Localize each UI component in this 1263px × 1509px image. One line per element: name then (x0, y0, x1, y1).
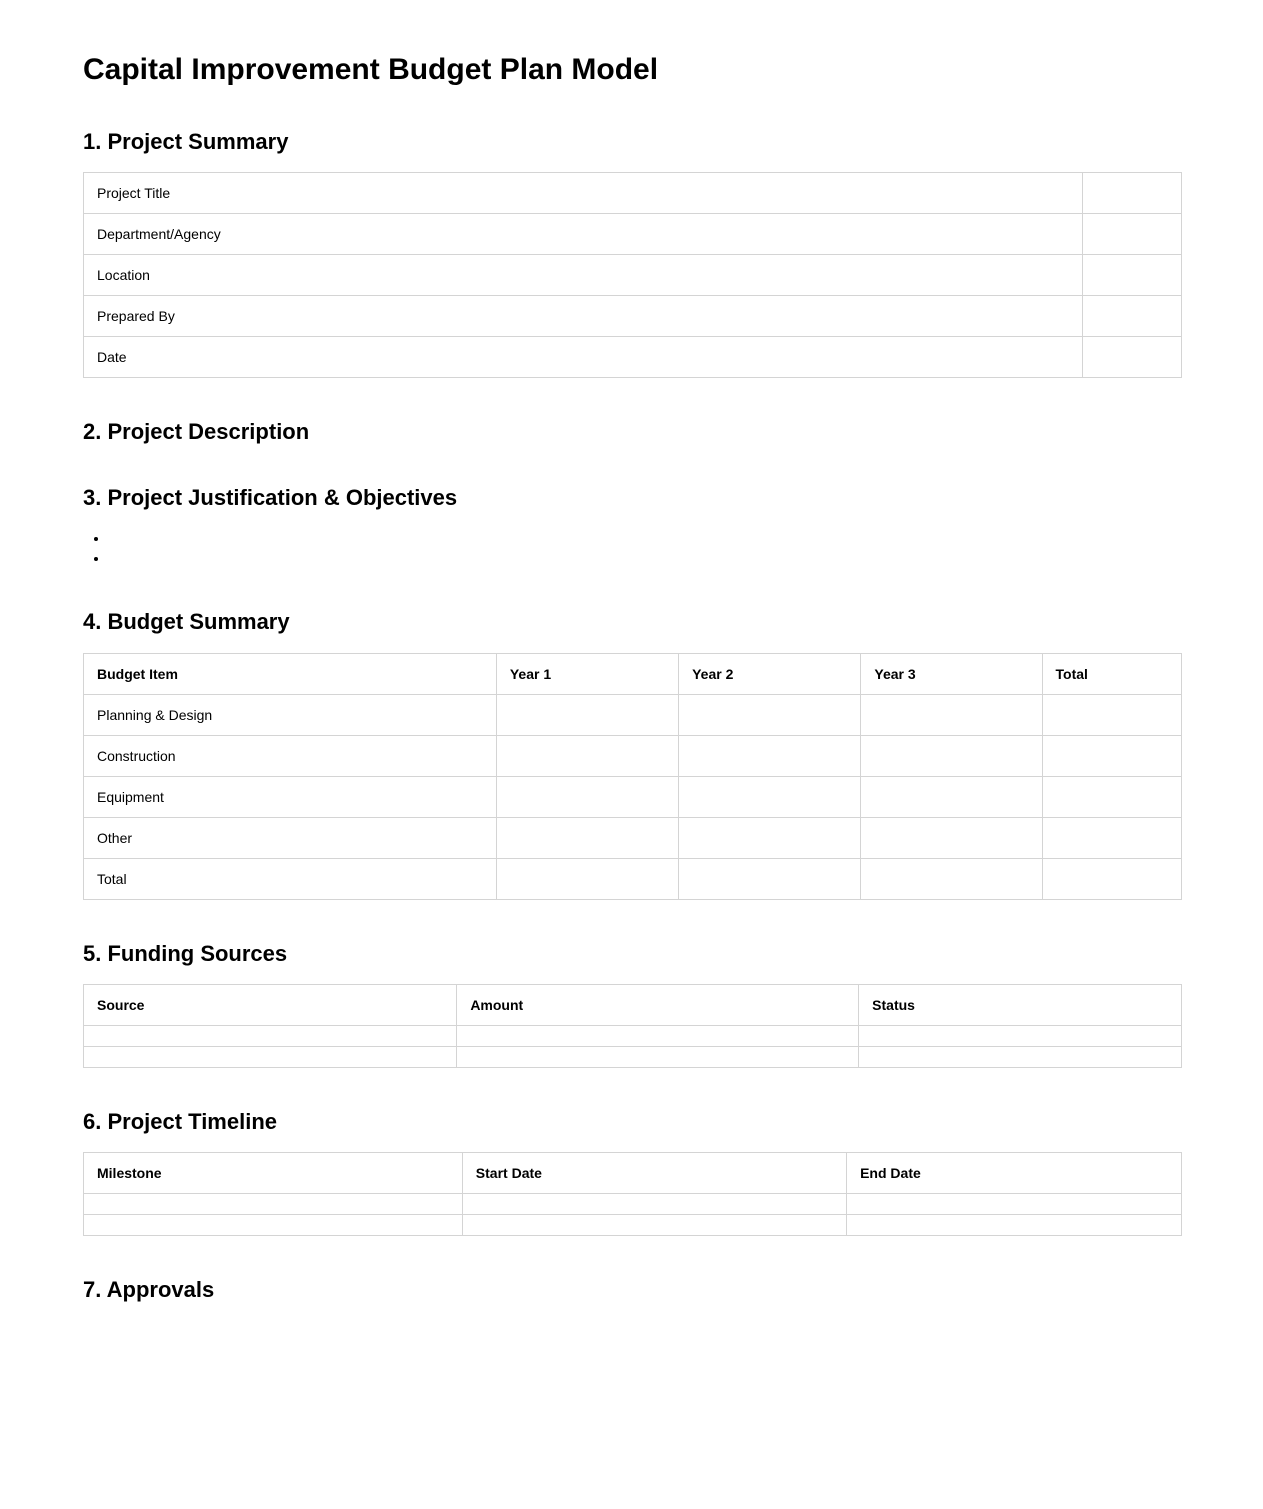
budget-cell (1042, 858, 1181, 899)
budget-cell (496, 858, 678, 899)
justification-bullet-list (83, 528, 1182, 568)
budget-cell (679, 817, 861, 858)
budget-cell (861, 735, 1042, 776)
document-title: Capital Improvement Budget Plan Model (83, 53, 659, 86)
budget-cell (861, 817, 1042, 858)
table-header-row (84, 1153, 1182, 1194)
table-row (84, 1025, 1182, 1046)
list-item (109, 548, 1182, 568)
table-row (84, 172, 1182, 213)
budget-item-other: Other (84, 817, 497, 858)
funding-cell (859, 1046, 1182, 1067)
column-header-amount: Amount (457, 984, 859, 1025)
budget-cell (861, 858, 1042, 899)
budget-cell (679, 694, 861, 735)
section-heading-project-summary: 1. Project Summary (83, 128, 289, 154)
budget-item-equipment: Equipment (84, 776, 497, 817)
list-item (109, 528, 1182, 548)
column-header-year-2: Year 2 (679, 653, 861, 694)
field-label-prepared-by: Prepared By (84, 295, 1083, 336)
column-header-total: Total (1042, 653, 1181, 694)
field-value-department-agency (1083, 213, 1182, 254)
project-timeline-table (83, 1152, 1182, 1236)
column-header-end-date: End Date (847, 1153, 1182, 1194)
funding-cell (859, 1025, 1182, 1046)
timeline-cell (84, 1215, 463, 1236)
budget-cell (1042, 817, 1181, 858)
field-label-location: Location (84, 254, 1083, 295)
table-row-total (84, 858, 1182, 899)
column-header-milestone: Milestone (84, 1153, 463, 1194)
field-label-project-title: Project Title (84, 172, 1083, 213)
budget-item-total: Total (84, 858, 497, 899)
field-value-location (1083, 254, 1182, 295)
timeline-cell (84, 1194, 463, 1215)
table-row (84, 817, 1182, 858)
budget-cell (1042, 776, 1181, 817)
budget-cell (861, 776, 1042, 817)
table-row (84, 213, 1182, 254)
section-heading-project-description: 2. Project Description (83, 418, 310, 444)
field-label-department-agency: Department/Agency (84, 213, 1083, 254)
budget-cell (679, 858, 861, 899)
column-header-start-date: Start Date (462, 1153, 846, 1194)
column-header-year-1: Year 1 (496, 653, 678, 694)
table-row (84, 295, 1182, 336)
table-row (84, 735, 1182, 776)
funding-cell (84, 1025, 457, 1046)
project-summary-table (83, 172, 1182, 378)
timeline-cell (847, 1215, 1182, 1236)
section-heading-approvals: 7. Approvals (83, 1277, 215, 1303)
table-row (84, 336, 1182, 377)
budget-cell (679, 776, 861, 817)
budget-item-planning-design: Planning & Design (84, 694, 497, 735)
table-row (84, 1046, 1182, 1067)
table-row (84, 1215, 1182, 1236)
table-row (84, 1194, 1182, 1215)
funding-cell (457, 1046, 859, 1067)
funding-sources-table (83, 984, 1182, 1068)
field-value-project-title (1083, 172, 1182, 213)
timeline-cell (847, 1194, 1182, 1215)
section-heading-justification-objectives: 3. Project Justification & Objectives (83, 485, 458, 511)
budget-cell (1042, 694, 1181, 735)
table-row (84, 254, 1182, 295)
table-header-row (84, 984, 1182, 1025)
column-header-source: Source (84, 984, 457, 1025)
section-heading-project-timeline: 6. Project Timeline (83, 1108, 278, 1134)
field-value-prepared-by (1083, 295, 1182, 336)
budget-cell (861, 694, 1042, 735)
section-heading-budget-summary: 4. Budget Summary (83, 609, 290, 635)
timeline-cell (462, 1194, 846, 1215)
budget-summary-table (83, 653, 1182, 900)
budget-cell (679, 735, 861, 776)
column-header-status: Status (859, 984, 1182, 1025)
column-header-year-3: Year 3 (861, 653, 1042, 694)
table-row (84, 694, 1182, 735)
budget-cell (496, 776, 678, 817)
section-heading-funding-sources: 5. Funding Sources (83, 940, 288, 966)
budget-item-construction: Construction (84, 735, 497, 776)
funding-cell (457, 1025, 859, 1046)
field-value-date (1083, 336, 1182, 377)
budget-cell (1042, 735, 1181, 776)
field-label-date: Date (84, 336, 1083, 377)
column-header-budget-item: Budget Item (84, 653, 497, 694)
timeline-cell (462, 1215, 846, 1236)
budget-cell (496, 817, 678, 858)
table-row (84, 776, 1182, 817)
funding-cell (84, 1046, 457, 1067)
table-header-row (84, 653, 1182, 694)
budget-cell (496, 694, 678, 735)
budget-cell (496, 735, 678, 776)
